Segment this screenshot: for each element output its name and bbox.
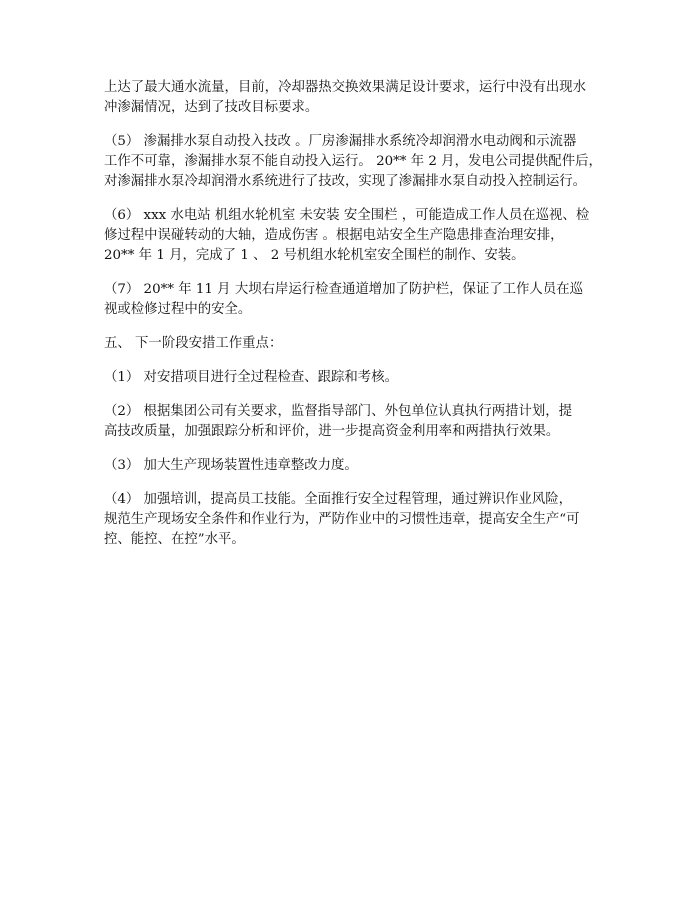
heading-line: 五、 下一阶段安措工作重点： xyxy=(104,336,283,351)
text-line: （7） 20** 年 11 月 大坝右岸运行检查通道增加了防护栏，保证了工作人员在巡 xyxy=(104,282,583,297)
paragraph-item-5 xyxy=(104,132,604,192)
paragraph-item-6 xyxy=(104,206,604,266)
text-line: 上达了最大通水流量，目前，冷却器热交换效果满足设计要求，运行中没有出现水 xyxy=(104,80,587,95)
text-line: 控、能控、在控”水平。 xyxy=(104,532,245,547)
text-line: （6） xxx 水电站 机组水轮机室 未安装 安全围栏 ，可能造成工作人员在巡视、检 xyxy=(104,208,590,223)
section-heading-next-stage xyxy=(104,334,604,354)
document-body xyxy=(104,78,604,564)
text-line: 对渗漏排水泵冷却润滑水系统进行了技改，实现了渗漏排水泵自动投入控制运行。 xyxy=(104,174,587,189)
text-line: 规范生产现场安全条件和作业行为，严防作业中的习惯性违章，提高安全生产“可 xyxy=(104,512,580,527)
text-line: （3） 加大生产现场装置性违章整改力度。 xyxy=(104,458,358,473)
text-line: （2） 根据集团公司有关要求，监督指导部门、外包单位认真执行两措计划，提 xyxy=(104,404,573,419)
text-line: （4） 加强培训，提高员工技能。全面推行安全过程管理，通过辨识作业风险， xyxy=(104,492,573,507)
paragraph-next-item-4 xyxy=(104,490,604,550)
text-line: 高技改质量，加强跟踪分析和评价，进一步提高资金利用率和两措执行效果。 xyxy=(104,424,560,439)
text-line: 20** 年 1 月，完成了 1 、 2 号机组水轮机室安全围栏的制作、安装。 xyxy=(104,248,525,263)
text-line: 冲渗漏情况，达到了技改目标要求。 xyxy=(104,100,319,115)
text-line: （1） 对安措项目进行全过程检查、跟踪和考核。 xyxy=(104,370,398,385)
paragraph-next-item-3 xyxy=(104,456,604,476)
paragraph-next-item-2 xyxy=(104,402,604,442)
paragraph-cooler-result xyxy=(104,78,604,118)
paragraph-item-7 xyxy=(104,280,604,320)
paragraph-next-item-1 xyxy=(104,368,604,388)
text-line: （5） 渗漏排水泵自动投入技改 。厂房渗漏排水系统冷却润滑水电动阀和示流器 xyxy=(104,134,577,149)
text-line: 工作不可靠，渗漏排水泵不能自动投入运行。 20** 年 2 月，发电公司提供配件后， xyxy=(104,154,602,169)
text-line: 视或检修过程中的安全。 xyxy=(104,302,252,317)
text-line: 修过程中误碰转动的大轴，造成伤害 。根据电站安全生产隐患排查治理安排， xyxy=(104,228,564,243)
